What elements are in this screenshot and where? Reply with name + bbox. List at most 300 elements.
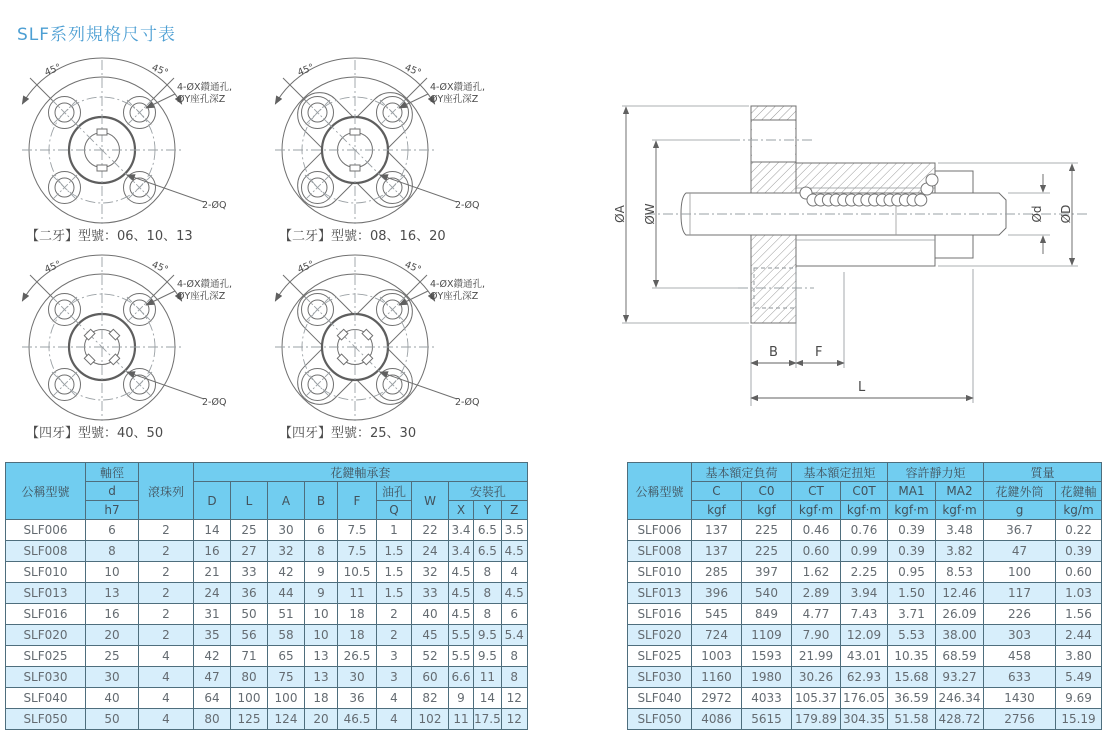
load-row-SLF020 (628, 625, 1102, 646)
value-cell: 8 (501, 667, 527, 688)
drawing-caption: 【二牙】型號：08、16、20 (279, 229, 446, 244)
value-cell: 5.4 (501, 625, 527, 646)
value-cell: 3.48 (936, 520, 984, 541)
col-group-static-moment: 容許靜力矩 (888, 463, 984, 482)
value-cell: 5.53 (888, 625, 936, 646)
value-cell: 60 (412, 667, 449, 688)
value-cell: 0.99 (841, 541, 888, 562)
value-cell: 1.56 (1056, 604, 1102, 625)
value-cell: 2972 (692, 688, 742, 709)
value-cell: 40 (86, 688, 139, 709)
col-header-model: 公稱型號 (6, 463, 86, 520)
value-cell: 18 (338, 604, 377, 625)
dimension-row-SLF006 (6, 520, 528, 541)
angle-label-right: 45° (149, 62, 170, 79)
model-cell: SLF006 (628, 520, 692, 541)
hole-annotation-line1: 4-ØX鑽通孔, (430, 279, 485, 290)
value-cell: 0.60 (792, 541, 841, 562)
value-cell: 10 (305, 625, 338, 646)
load-row-SLF008 (628, 541, 1102, 562)
value-cell: 45 (412, 625, 449, 646)
value-cell: 4.77 (792, 604, 841, 625)
value-cell: 285 (692, 562, 742, 583)
value-cell: 51.58 (888, 709, 936, 730)
col-header-CT: CT (792, 482, 841, 501)
model-cell: SLF025 (628, 646, 692, 667)
value-cell: 7.5 (338, 520, 377, 541)
value-cell: 1003 (692, 646, 742, 667)
value-cell: 3 (377, 667, 412, 688)
value-cell: 2 (139, 520, 194, 541)
model-cell: SLF050 (6, 709, 86, 730)
value-cell: 4 (377, 688, 412, 709)
value-cell: 30 (268, 520, 305, 541)
value-cell: 18 (305, 688, 338, 709)
value-cell: 30 (86, 667, 139, 688)
value-cell: 9 (305, 583, 338, 604)
value-cell: 3.82 (936, 541, 984, 562)
value-cell: 176.05 (841, 688, 888, 709)
value-cell: 9.69 (1056, 688, 1102, 709)
hole-annotation-line1: 4-ØX鑽通孔, (430, 82, 485, 93)
model-cell: SLF040 (6, 688, 86, 709)
value-cell: 179.89 (792, 709, 841, 730)
value-cell: 5615 (742, 709, 792, 730)
value-cell: 15.68 (888, 667, 936, 688)
value-cell: 4 (139, 667, 194, 688)
value-cell: 12.46 (936, 583, 984, 604)
flange-drawing-two-tooth-b (267, 52, 520, 249)
value-cell: 6.6 (449, 667, 474, 688)
value-cell: 6 (86, 520, 139, 541)
value-cell: 3.4 (449, 541, 474, 562)
flange-drawing-two-tooth-a (14, 52, 267, 249)
value-cell: 15.19 (1056, 709, 1102, 730)
col-header-oil-hole: 油孔 (377, 482, 412, 501)
value-cell: 428.72 (936, 709, 984, 730)
col-header-A: A (268, 482, 305, 520)
value-cell: 125 (231, 709, 268, 730)
value-cell: 4.5 (449, 583, 474, 604)
col-header-W: W (412, 482, 449, 520)
load-row-SLF040 (628, 688, 1102, 709)
col-header-B: B (305, 482, 338, 520)
model-cell: SLF008 (628, 541, 692, 562)
col-group-sleeve: 花鍵軸承套 (194, 463, 528, 482)
value-cell: 3.4 (449, 520, 474, 541)
value-cell: 33 (231, 562, 268, 583)
value-cell: 100 (231, 688, 268, 709)
model-cell: SLF016 (6, 604, 86, 625)
model-cell: SLF010 (6, 562, 86, 583)
value-cell: 2.44 (1056, 625, 1102, 646)
value-cell: 2 (139, 562, 194, 583)
value-cell: 9 (449, 688, 474, 709)
hole-annotation-line1: 4-ØX鑽通孔, (177, 82, 232, 93)
load-row-SLF050 (628, 709, 1102, 730)
value-cell: 4 (139, 646, 194, 667)
value-cell: 2 (377, 604, 412, 625)
value-cell: 80 (194, 709, 231, 730)
value-cell: 16 (194, 541, 231, 562)
value-cell: 225 (742, 541, 792, 562)
value-cell: 32 (268, 541, 305, 562)
value-cell: 2 (139, 541, 194, 562)
value-cell: 4 (501, 562, 527, 583)
load-row-SLF030 (628, 667, 1102, 688)
load-rating-table (627, 462, 1102, 730)
value-cell: 64 (194, 688, 231, 709)
col-header-F: F (338, 482, 377, 520)
value-cell: 11 (474, 667, 502, 688)
dim-label-b: B (769, 345, 778, 360)
dim-label-l: L (858, 380, 866, 395)
value-cell: 7.43 (841, 604, 888, 625)
model-cell: SLF013 (6, 583, 86, 604)
dimension-row-SLF040 (6, 688, 528, 709)
value-cell: 82 (412, 688, 449, 709)
value-cell: 3.5 (501, 520, 527, 541)
value-cell: 50 (86, 709, 139, 730)
value-cell: 68.59 (936, 646, 984, 667)
dimension-table (5, 462, 528, 730)
value-cell: 31 (194, 604, 231, 625)
value-cell: 65 (268, 646, 305, 667)
value-cell: 75 (268, 667, 305, 688)
model-cell: SLF050 (628, 709, 692, 730)
value-cell: 52 (412, 646, 449, 667)
drawing-caption: 【二牙】型號：06、10、13 (26, 229, 193, 244)
value-cell: 12.09 (841, 625, 888, 646)
value-cell: 3.80 (1056, 646, 1102, 667)
flange-drawing-four-tooth-b (267, 249, 520, 446)
value-cell: 13 (305, 667, 338, 688)
hole-annotation-line1: 4-ØX鑽通孔, (177, 279, 232, 290)
dimension-row-SLF013 (6, 583, 528, 604)
value-cell: 38.00 (936, 625, 984, 646)
value-cell: 1980 (742, 667, 792, 688)
col-group-basic-load: 基本額定負荷 (692, 463, 792, 482)
value-cell: 10.5 (338, 562, 377, 583)
col-header-X: X (449, 501, 474, 520)
value-cell: 9.5 (474, 646, 502, 667)
value-cell: 2.89 (792, 583, 841, 604)
value-cell: 14 (474, 688, 502, 709)
value-cell: 1160 (692, 667, 742, 688)
value-cell: 58 (268, 625, 305, 646)
value-cell: 10.35 (888, 646, 936, 667)
drawing-caption: 【四牙】型號：40、50 (26, 426, 164, 441)
value-cell: 8 (474, 562, 502, 583)
value-cell: 100 (984, 562, 1056, 583)
angle-label-left: 45° (296, 258, 316, 276)
load-row-SLF006 (628, 520, 1102, 541)
value-cell: 2 (377, 625, 412, 646)
value-cell: 26.09 (936, 604, 984, 625)
value-cell: 545 (692, 604, 742, 625)
value-cell: 304.35 (841, 709, 888, 730)
value-cell: 4086 (692, 709, 742, 730)
value-cell: 4.5 (449, 604, 474, 625)
value-cell: 5.49 (1056, 667, 1102, 688)
model-cell: SLF020 (6, 625, 86, 646)
dimension-row-SLF010 (6, 562, 528, 583)
dim-label-oa: ØA (613, 205, 627, 223)
dimension-row-SLF016 (6, 604, 528, 625)
col-group-mass: 質量 (984, 463, 1102, 482)
col-header-L: L (231, 482, 268, 520)
value-cell: 1109 (742, 625, 792, 646)
value-cell: 1.5 (377, 583, 412, 604)
value-cell: 0.39 (888, 541, 936, 562)
value-cell: 93.27 (936, 667, 984, 688)
value-cell: 226 (984, 604, 1056, 625)
model-cell: SLF025 (6, 646, 86, 667)
col-header-spline-nut-mass: 花鍵外筒 (984, 482, 1056, 501)
unit-kg-per-m: kg/m (1056, 501, 1102, 520)
model-cell: SLF016 (628, 604, 692, 625)
col-header-MA1: MA1 (888, 482, 936, 501)
value-cell: 43.01 (841, 646, 888, 667)
value-cell: 7.90 (792, 625, 841, 646)
hole-annotation-line2: ØY座孔深Z (177, 291, 226, 302)
value-cell: 2756 (984, 709, 1056, 730)
value-cell: 1.62 (792, 562, 841, 583)
value-cell: 1.5 (377, 541, 412, 562)
section-view-drawing (610, 76, 1102, 440)
value-cell: 44 (268, 583, 305, 604)
unit-kgfm: kgf·m (792, 501, 841, 520)
value-cell: 16 (86, 604, 139, 625)
value-cell: 9.5 (474, 625, 502, 646)
value-cell: 8 (305, 541, 338, 562)
value-cell: 540 (742, 583, 792, 604)
value-cell: 0.39 (1056, 541, 1102, 562)
unit-kgfm: kgf·m (936, 501, 984, 520)
model-cell: SLF030 (6, 667, 86, 688)
model-cell: SLF013 (628, 583, 692, 604)
value-cell: 8 (474, 583, 502, 604)
dimension-row-SLF025 (6, 646, 528, 667)
hole-annotation-line2: ØY座孔深Z (177, 94, 226, 105)
value-cell: 35 (194, 625, 231, 646)
value-cell: 5.5 (449, 625, 474, 646)
value-cell: 137 (692, 541, 742, 562)
value-cell: 4.5 (501, 583, 527, 604)
notch-annotation: 2-ØQ (455, 200, 480, 211)
unit-g: g (984, 501, 1056, 520)
load-row-SLF025 (628, 646, 1102, 667)
unit-kgf: kgf (742, 501, 792, 520)
value-cell: 303 (984, 625, 1056, 646)
flange-front-view-icon (14, 249, 266, 421)
value-cell: 13 (86, 583, 139, 604)
angle-label-right: 45° (402, 62, 423, 79)
value-cell: 1593 (742, 646, 792, 667)
model-cell: SLF040 (628, 688, 692, 709)
value-cell: 1.5 (377, 562, 412, 583)
unit-kgfm: kgf·m (888, 501, 936, 520)
value-cell: 3.71 (888, 604, 936, 625)
dimension-row-SLF020 (6, 625, 528, 646)
value-cell: 8 (501, 646, 527, 667)
unit-kgf: kgf (692, 501, 742, 520)
value-cell: 10 (305, 604, 338, 625)
value-cell: 6.5 (474, 541, 502, 562)
flange-drawings-grid (14, 52, 520, 446)
value-cell: 4.5 (449, 562, 474, 583)
value-cell: 0.76 (841, 520, 888, 541)
value-cell: 9 (305, 562, 338, 583)
value-cell: 0.95 (888, 562, 936, 583)
value-cell: 1 (377, 520, 412, 541)
value-cell: 4 (377, 709, 412, 730)
value-cell: 0.22 (1056, 520, 1102, 541)
col-header-C0: C0 (742, 482, 792, 501)
notch-annotation: 2-ØQ (455, 397, 480, 408)
drawing-caption: 【四牙】型號：25、30 (279, 426, 417, 441)
model-cell: SLF030 (628, 667, 692, 688)
hole-annotation-line2: ØY座孔深Z (430, 291, 479, 302)
value-cell: 1430 (984, 688, 1056, 709)
value-cell: 42 (268, 562, 305, 583)
col-header-MA2: MA2 (936, 482, 984, 501)
value-cell: 42 (194, 646, 231, 667)
value-cell: 4 (139, 688, 194, 709)
value-cell: 36 (338, 688, 377, 709)
value-cell: 12 (501, 688, 527, 709)
value-cell: 36.7 (984, 520, 1056, 541)
value-cell: 47 (194, 667, 231, 688)
value-cell: 3.94 (841, 583, 888, 604)
value-cell: 1.03 (1056, 583, 1102, 604)
value-cell: 1.50 (888, 583, 936, 604)
section-view-icon (610, 76, 1102, 440)
value-cell: 8 (474, 604, 502, 625)
value-cell: 225 (742, 520, 792, 541)
flange-drawing-four-tooth-a (14, 249, 267, 446)
value-cell: 20 (86, 625, 139, 646)
col-group-basic-torque: 基本額定扭矩 (792, 463, 888, 482)
value-cell: 124 (268, 709, 305, 730)
col-header-D: D (194, 482, 231, 520)
value-cell: 13 (305, 646, 338, 667)
model-cell: SLF006 (6, 520, 86, 541)
value-cell: 6.5 (474, 520, 502, 541)
value-cell: 4 (139, 709, 194, 730)
value-cell: 6 (305, 520, 338, 541)
value-cell: 26.5 (338, 646, 377, 667)
notch-annotation: 2-ØQ (202, 200, 227, 211)
load-row-SLF016 (628, 604, 1102, 625)
value-cell: 724 (692, 625, 742, 646)
value-cell: 633 (984, 667, 1056, 688)
flange-front-view-icon (267, 52, 519, 224)
value-cell: 80 (231, 667, 268, 688)
value-cell: 17.5 (474, 709, 502, 730)
value-cell: 246.34 (936, 688, 984, 709)
col-group-mount-holes: 安裝孔 (449, 482, 528, 501)
col-header-model: 公稱型號 (628, 463, 692, 520)
value-cell: 2 (139, 604, 194, 625)
value-cell: 458 (984, 646, 1056, 667)
dim-label-od-small: Ød (1030, 205, 1044, 223)
value-cell: 0.39 (888, 520, 936, 541)
value-cell: 30 (338, 667, 377, 688)
value-cell: 25 (231, 520, 268, 541)
value-cell: 397 (742, 562, 792, 583)
value-cell: 62.93 (841, 667, 888, 688)
notch-annotation: 2-ØQ (202, 397, 227, 408)
value-cell: 0.46 (792, 520, 841, 541)
dim-label-od-big: ØD (1059, 204, 1073, 224)
value-cell: 105.37 (792, 688, 841, 709)
value-cell: 20 (305, 709, 338, 730)
value-cell: 50 (231, 604, 268, 625)
model-cell: SLF008 (6, 541, 86, 562)
value-cell: 849 (742, 604, 792, 625)
value-cell: 14 (194, 520, 231, 541)
value-cell: 12 (501, 709, 527, 730)
value-cell: 21.99 (792, 646, 841, 667)
angle-label-right: 45° (402, 259, 423, 276)
value-cell: 46.5 (338, 709, 377, 730)
flange-front-view-icon (267, 249, 519, 421)
value-cell: 6 (501, 604, 527, 625)
value-cell: 36.59 (888, 688, 936, 709)
dim-label-f: F (815, 345, 823, 360)
value-cell: 396 (692, 583, 742, 604)
dimension-row-SLF008 (6, 541, 528, 562)
angle-label-left: 45° (43, 258, 63, 276)
value-cell: 56 (231, 625, 268, 646)
value-cell: 33 (412, 583, 449, 604)
load-row-SLF010 (628, 562, 1102, 583)
value-cell: 3 (377, 646, 412, 667)
dim-label-ow: ØW (643, 203, 657, 225)
value-cell: 10 (86, 562, 139, 583)
col-header-Z: Z (501, 501, 527, 520)
col-header-shaft-dia: 軸徑 (86, 463, 139, 482)
dimension-row-SLF030 (6, 667, 528, 688)
value-cell: 24 (412, 541, 449, 562)
angle-label-right: 45° (149, 259, 170, 276)
value-cell: 11 (338, 583, 377, 604)
angle-label-left: 45° (43, 61, 63, 79)
page-title: SLF系列規格尺寸表 (17, 25, 177, 45)
value-cell: 71 (231, 646, 268, 667)
value-cell: 2 (139, 583, 194, 604)
value-cell: 27 (231, 541, 268, 562)
col-header-spline-shaft-mass: 花鍵軸 (1056, 482, 1102, 501)
value-cell: 2 (139, 625, 194, 646)
angle-label-left: 45° (296, 61, 316, 79)
value-cell: 30.26 (792, 667, 841, 688)
value-cell: 11 (449, 709, 474, 730)
dimension-row-SLF050 (6, 709, 528, 730)
model-cell: SLF010 (628, 562, 692, 583)
model-cell: SLF020 (628, 625, 692, 646)
value-cell: 36 (231, 583, 268, 604)
value-cell: 47 (984, 541, 1056, 562)
col-header-C: C (692, 482, 742, 501)
col-header-C0T: C0T (841, 482, 888, 501)
value-cell: 7.5 (338, 541, 377, 562)
value-cell: 8.53 (936, 562, 984, 583)
value-cell: 8 (86, 541, 139, 562)
value-cell: 18 (338, 625, 377, 646)
flange-front-view-icon (14, 52, 266, 224)
